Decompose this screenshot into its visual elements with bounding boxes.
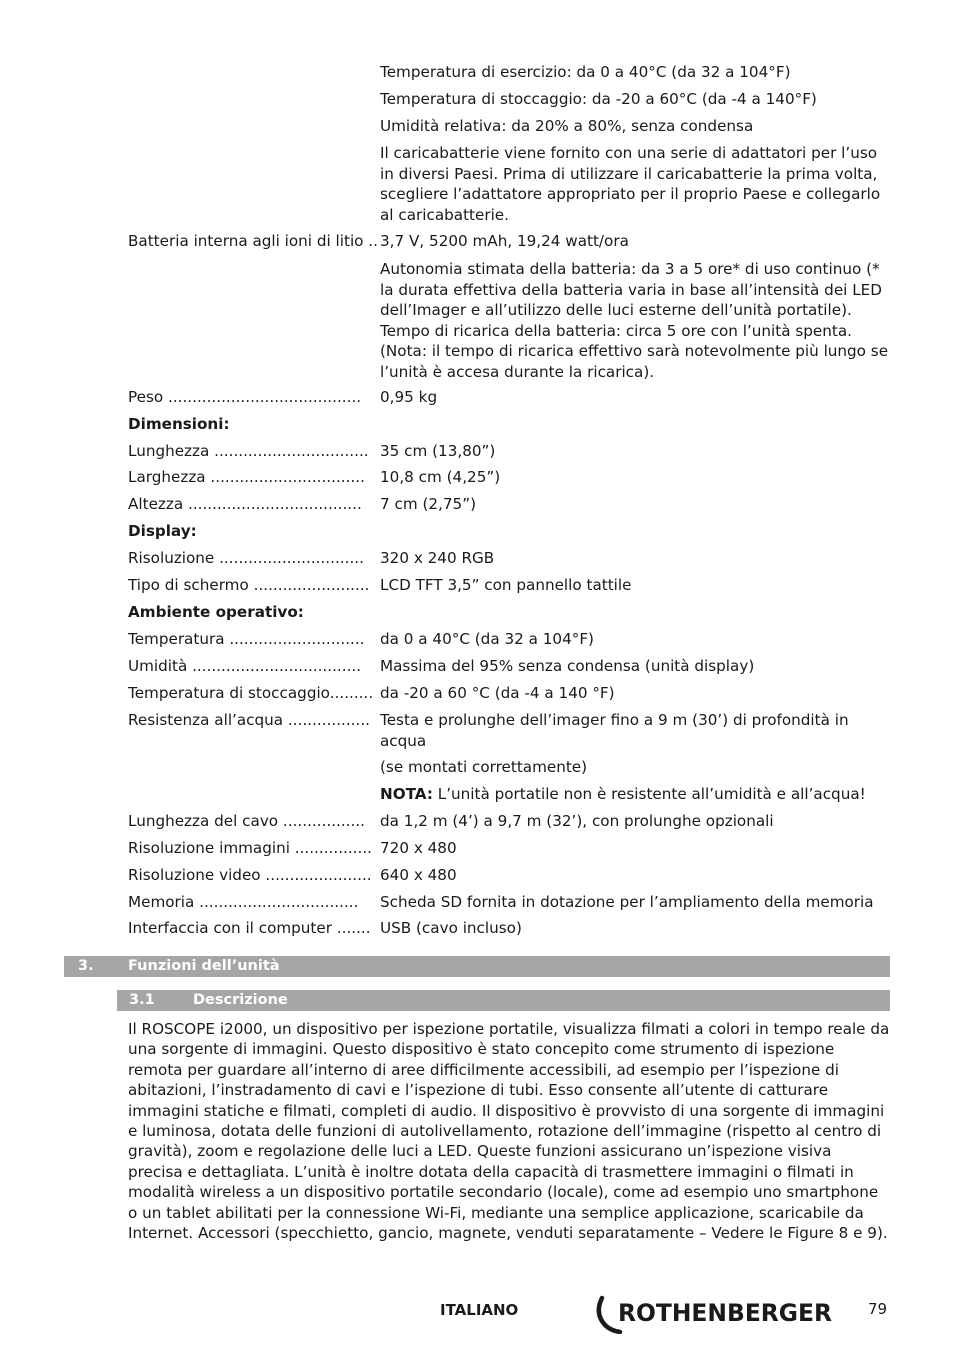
page-number: 79 [868,1300,888,1318]
dimension-value: 35 cm (13,80”) [380,442,496,460]
weight-value: 0,95 kg [380,388,438,406]
operating-temperature-line: Temperatura di esercizio: da 0 a 40°C (da 32 a 104°F) [380,63,791,81]
misc-value: USB (cavo incluso) [380,919,522,937]
dimension-label: Lunghezza ................................ [128,442,369,460]
weight-row [128,387,898,408]
display-label: Tipo di schermo ........................ [128,576,370,594]
battery-row [128,231,898,252]
dimensions-heading: Dimensioni: [128,415,230,433]
nota-text: L’unità portatile non è resistente all’umidità e all’acqua! [432,785,866,803]
section-3-1-title: Descrizione [193,992,288,1008]
misc-row [128,918,898,939]
operating-value: Testa e prolunghe dell’imager fino a 9 m (30’) di profondità in acqua [380,711,849,750]
operating-row [128,656,898,677]
display-row [128,575,898,596]
dimension-value: 7 cm (2,75”) [380,495,476,513]
operating-value: da -20 a 60 °C (da -4 a 140 °F) [380,684,615,702]
operating-row [128,683,898,704]
dimension-label: Altezza .................................... [128,495,362,513]
footer-language: ITALIANO [440,1301,519,1319]
misc-row [128,892,898,913]
section-3-title: Funzioni dell’unità [128,958,280,974]
display-value: LCD TFT 3,5” con pannello tattile [380,576,632,594]
dimension-row [128,467,898,488]
misc-value: 640 x 480 [380,866,457,884]
operating-heading: Ambiente operativo: [128,603,304,621]
battery-value: 3,7 V, 5200 mAh, 19,24 watt/ora [380,232,629,250]
operating-label: Temperatura di stoccaggio......... [128,684,374,702]
display-value: 320 x 240 RGB [380,549,495,567]
operating-label: Temperatura ............................ [128,630,365,648]
operating-row [128,710,898,750]
operating-value: da 0 a 40°C (da 32 a 104°F) [380,630,594,648]
description-paragraph: Il ROSCOPE i2000, un dispositivo per ispezione portatile, visualizza filmati a colori in tempo reale da una sorgente di immagini. Questo dispositivo è stato concepito come strumento di ispezione remota per guardare all’interno di aree difficilmente accessibili, ad esempio per l’ispezione di abitazioni, l’instradamento di cavi e l’ispezione di tubi. Esso consente all’utente di catturare immagini statiche e filmati, completi di audio. Il dispositivo è provvisto di una sorgente di immagini e luminosa, dotata delle funzioni di autolivellamento, rotazione dell’immagine (rispetto al centro di gravità), zoom e regolazione delle luci a LED. Queste funzioni assicurano un’ispezione visiva precisa e dettagliata. L’unità è inoltre dotata della capacità di trasmettere immagini o filmati in modalità wireless a un dispositivo portatile secondario (locale), come ad esempio uno smartphone o un tablet abilitati per la connessione Wi-Fi, mediante una semplice applicazione, scaricabile da Internet. Accessori (specchietto, gancio, magnete, venduti separatamente – Vedere le Figure 8 e 9). [128,1020,890,1243]
battery-note: Autonomia stimata della batteria: da 3 a 5 ore* di uso continuo (* la durata effettiva della batteria varia in base all’intensità dei LED dell’Imager e all’utilizzo delle luci esterne dell’unità portatile). Tempo di ricarica della batteria: circa 5 ore con l’unità spenta. (Nota: il tempo di ricarica effettivo sarà notevolmente più lungo se l’unità è accesa durante la ricarica). [380,260,889,381]
misc-label: Lunghezza del cavo ................. [128,812,366,830]
misc-value: da 1,2 m (4’) a 9,7 m (32’), con prolunghe opzionali [380,812,774,830]
misc-label: Risoluzione video ...................... [128,866,372,884]
water-extra: (se montati correttamente) [380,758,588,776]
misc-value: 720 x 480 [380,839,457,857]
section-3-number: 3. [78,958,94,974]
display-label: Risoluzione .............................. [128,549,364,567]
dimension-row [128,494,898,515]
humidity-line: Umidità relativa: da 20% a 80%, senza condensa [380,117,754,135]
nota-line [380,784,895,805]
dimension-row [128,441,898,462]
logo-wordmark: ROTHENBERGER [618,1299,832,1327]
operating-value: Massima del 95% senza condensa (unità display) [380,657,755,675]
misc-label: Interfaccia con il computer ....... [128,919,371,937]
operating-label: Resistenza all’acqua ................. [128,711,370,729]
misc-row [128,838,898,859]
section-3-header [64,956,890,977]
misc-row [128,811,898,832]
nota-label: NOTA: [380,785,433,803]
misc-label: Memoria ................................. [128,893,359,911]
battery-label: Batteria interna agli ioni di litio .. [128,232,378,250]
dimension-value: 10,8 cm (4,25”) [380,468,501,486]
storage-temperature-line: Temperatura di stoccaggio: da -20 a 60°C (da -4 a 140°F) [380,90,817,108]
misc-value: Scheda SD fornita in dotazione per l’ampliamento della memoria [380,893,874,911]
section-3-1-number: 3.1 [129,992,155,1008]
misc-row [128,865,898,886]
weight-label: Peso ........................................ [128,388,362,406]
rothenberger-logo-icon [596,1294,836,1334]
section-3-1-header [117,990,890,1011]
dimension-label: Larghezza ................................ [128,468,365,486]
display-row [128,548,898,569]
charger-note: Il caricabatterie viene fornito con una serie di adattatori per l’uso in diversi Paesi. Prima di utilizzare il caricabatterie la prima volta, scegliere l’adattatore appropriato per il proprio Paese e collegarlo al caricabatterie. [380,144,881,224]
rothenberger-logo [596,1294,836,1334]
operating-label: Umidità ................................... [128,657,362,675]
misc-label: Risoluzione immagini ................ [128,839,372,857]
operating-row [128,629,898,650]
display-heading: Display: [128,522,197,540]
